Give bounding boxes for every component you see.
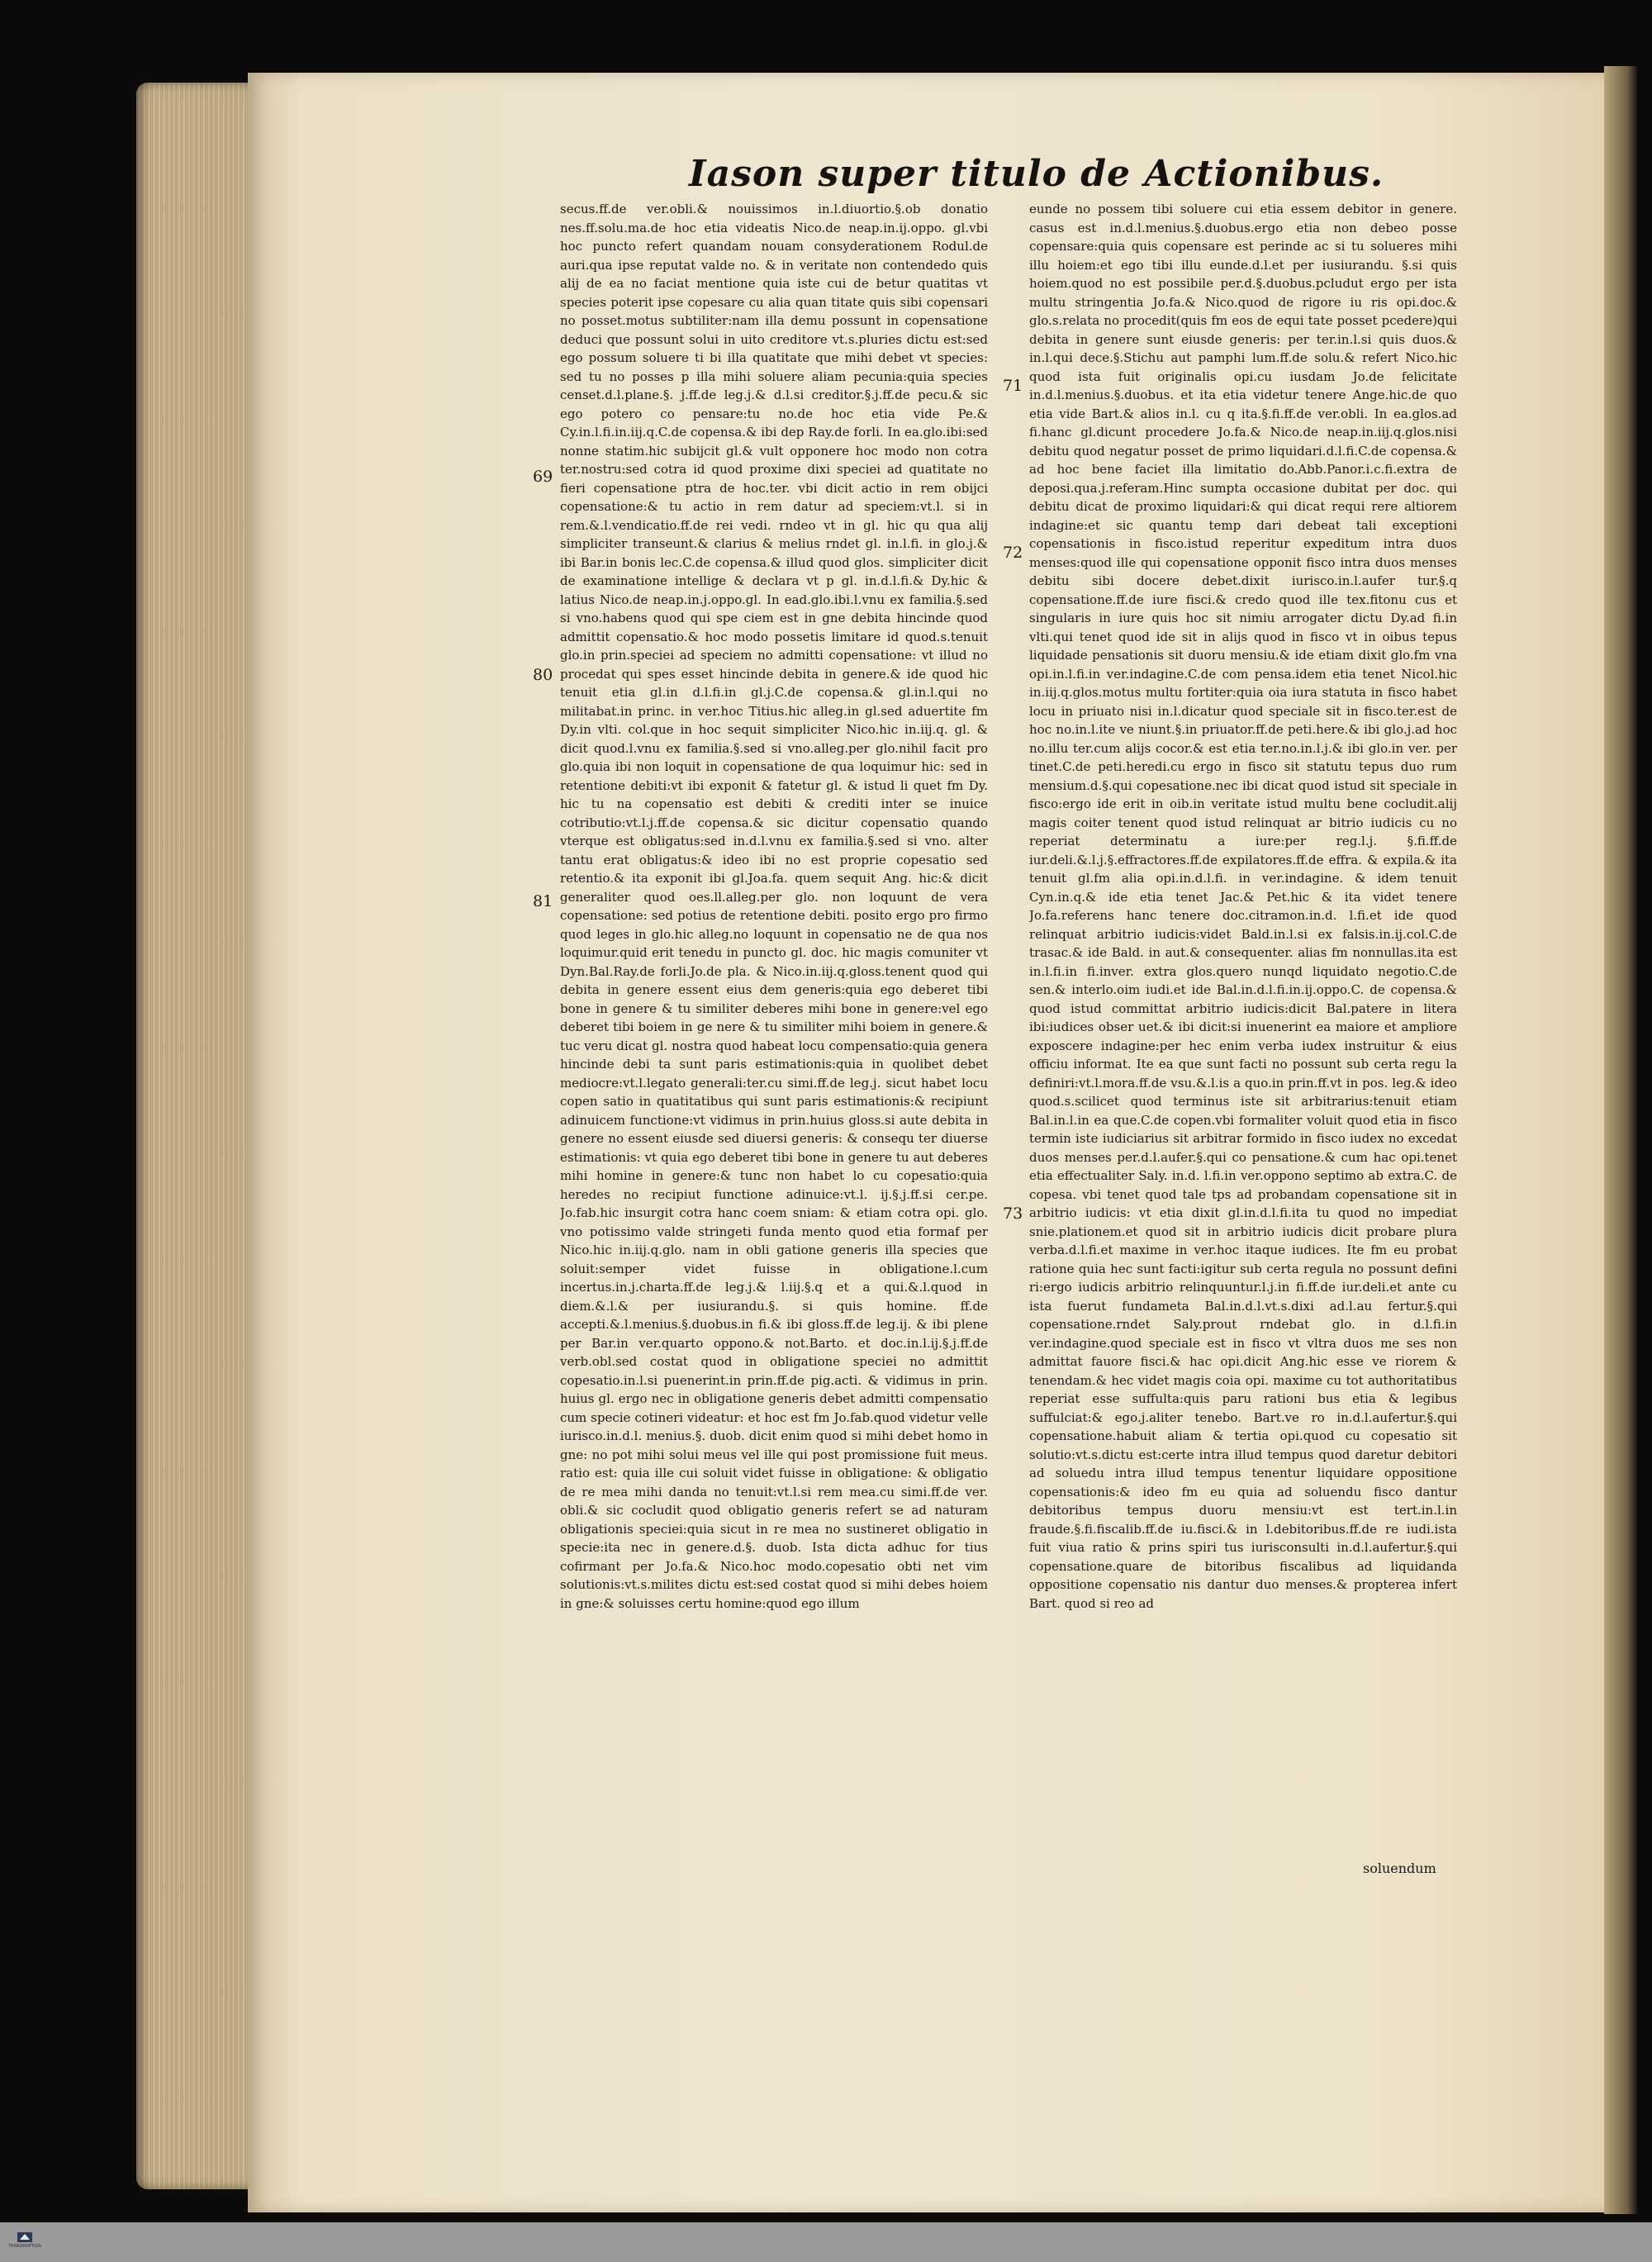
margin-number: 71 bbox=[1003, 377, 1023, 395]
catchword: soluendum bbox=[1363, 1860, 1436, 1876]
margin-number: 73 bbox=[1003, 1205, 1023, 1223]
running-head bbox=[677, 149, 1384, 198]
margin-number: 80 bbox=[533, 666, 553, 684]
library-logo bbox=[5, 2231, 45, 2259]
margin-number: 81 bbox=[533, 892, 553, 910]
facing-page-edge bbox=[1604, 66, 1637, 2214]
running-head-title: Iason super titulo de Actionibus. bbox=[689, 152, 1384, 195]
page-block-edge bbox=[136, 83, 260, 2189]
text-column-left: secus.ff.de ver.obli.& nouissimos in.l.diuortio.§.ob donatio nes.ff.solu.ma.de hoc etia videatis Nico.de neap.in.ij.oppo. gl.vbi hoc puncto refert quandam nouam consyderationem Rodul.de auri.qua ipse reputat valde no. & in veritate non contendedo quis alij de ea no faciat mentione quia iste cui de betur quatitas vt species poterit ipse copesare cu alia quan titate quis sibi copensari no posset.motus subtiliter:nam illa demu possunt in copensatione deduci que possunt solui in uito creditore vt.s.pluries dictu est:sed ego possum soluere ti bi illa quatitate que mihi debet vt species: sed tu no posses p illa mihi soluere aliam pecunia:quia species censet.d.l.plane.§. j.ff.de leg.j.& d.l.si creditor.§.j.ff.de pecu.& sic ego potero co pensare:tu no.de hoc etia vide Pe.& Cy.in.l.fi.in.iij.q.C.de copensa.& ibi dep Ray.de forli. In ea.glo.ibi:sed nonne statim.hic subijcit gl.& vult opponere hoc modo non cotra ter.nostru:sed cotra id quod proxime dixi speciei ad quatitate no fieri copensatione ptra de hoc.ter. vbi dicit actio in rem obijci copensatione:& tu actio in rem datur ad speciem:vt.l. si in rem.&.l.vendicatio.ff.de rei vedi. rndeo vt in gl. hic qu qua alij simpliciter transeunt.& clarius & melius rndet gl. in.l.fi. in glo.j.& ibi Bar.in bonis lec.C.de copensa.& illud quod glos. simpliciter dicit de examinatione intellige & declara vt p gl. in.d.l.fi.& Dy.hic & latius Nico.de neap.in.j.oppo.gl. In ead.glo.ibi.l.vnu ex familia.§.sed si vno.habens quod qui spe ciem est in gne debita hincinde quod admittit copensatio.& hoc modo possetis limitare id quod.s.tenuit glo.in prin.speciei ad speciem no admitti copensatione: vt illud no procedat qui spes esset hincinde debita in genere.& ide quod hic tenuit etia gl.in d.l.fi.in gl.j.C.de copensa.& gl.in.l.qui no militabat.in princ. in ver.hoc Titius.hic alleg.in gl.sed aduertite fm Dy.in vlti. col.que in hoc sequit simpliciter Nico.hic in.iij.q. gl. & dicit quod.l.vnu ex familia.§.sed si vno.alleg.per glo.nihil facit pro glo.quia ibi non loquit in copensatione de qua loquimur hic: sed in retentione debiti:vt ibi exponit & fatetur gl. & istud li quet fm Dy. hic tu na copensatio est debiti & crediti inter se inuice cotributio:vt.l.j.ff.de copensa.& sic dicitur copensatio quando vterque est obligatus:sed in.d.l.vnu ex familia.§.sed si vno. alter tantu erat obligatus:& ideo ibi no est proprie copesatio sed retentio.& ita exponit ibi gl.Joa.fa. quem sequit Ang. hic:& dicit generaliter quod oes.ll.alleg.per glo. non loquunt de vera copensatione: sed potius de retentione debiti. posito ergo pro firmo quod leges in glo.hic alleg.no loquunt in copensatio ne de qua nos loquimur.quid erit tenedu in puncto gl. doc. hic magis comuniter vt Dyn.Bal.Ray.de forli.Jo.de pla. & Nico.in.iij.q.gloss.tenent quod qui debita in genere essent eius dem generis:quia ego deberet tibi bone in genere & tu similiter deberes mihi bone in genere:vel ego deberet tibi boiem in ge nere & tu similiter mihi boiem in genere.& tuc veru dicat gl. nostra quod habeat locu compensatio:quia genera hincinde debi ta sunt paris estimationis:quia in quolibet debet mediocre:vt.l.legato generali:ter.cu simi.ff.de leg.j. sicut habet locu copen satio in quatitatibus qui sunt paris estimationis:& recipiunt adinuicem functione:vt vidimus in prin.huius gloss.si aute debita in genere no essent eiusde sed diuersi generis: & consequ ter diuerse estimationis: vt quia ego deberet tibi bone in genere tu aut deberes mihi homine in genere:& tunc non habet lo cu copesatio:quia heredes no recipiut functione adinuice:vt.l. ij.§.j.ff.si cer.pe. Jo.fab.hic insurgit cotra hanc coem sniam: & etiam cotra opi. glo. vno potissimo valde stringeti funda mento quod etia formaf per Nico.hic in.iij.q.glo. nam in obli gatione generis illa species que soluit:semper videt fuisse in obligatione.l.cum incertus.in.j.charta.ff.de leg.j.& l.iij.§.q et a qui.&.l.quod in diem.&.l.& per iusiurandu.§. si quis homine. ff.de accepti.&.l.menius.§.duobus.in fi.& ibi gloss.ff.de leg.ij. & ibi plene per Bar.in ver.quarto oppono.& not.Barto. et doc.in.l.ij.§.j.ff.de verb.obl.sed costat quod in obligatione speciei no admittit copesatio.in.l.si puenerint.in prin.ff.de pig.acti. & vidimus in prin. huius gl. ergo nec in obligatione generis debet admitti compensatio cum specie cotineri videatur: et hoc est fm Jo.fab.quod videtur velle iurisco.in.d.l. menius.§. duob. dicit enim quod si mihi debet homo in gne: no pot mihi solui meus vel ille qui post promissione fuit meus. ratio est: quia ille cui soluit videt fuisse in obligatione: & obligatio de re mea mihi danda no tenuit:vt.l.si rem mea.cu simi.ff.de ver. obli.& sic cocludit quod obligatio generis refert se ad naturam obligationis speciei:quia sicut in re mea no sustineret obligatio in specie:ita nec in genere.d.§. duob. Ista dicta adhuc for tius cofirmant per Jo.fa.& Nico.hoc modo.copesatio obti net vim solutionis:vt.s.milites dictu est:sed costat quod si mihi debes hoiem in gne:& soluisses certu homine:quod ego illum bbox=[560, 202, 988, 1611]
logo-text: TRANSKRIPTION bbox=[7, 2244, 42, 2249]
library-crest-icon bbox=[16, 2231, 34, 2244]
text-column-right: eunde no possem tibi soluere cui etia essem debitor in genere. casus est in.d.l.menius.§.duobus.ergo etia non debeo posse copensare:quia quis copensare est perinde ac si tu solueres mihi illu hoiem:et ego tibi illu eunde.d.l.et per iusiurandu. §.si quis hoiem.quod no est possibile per.d.§.duobus.pcludut ergo per ista multu stringentia Jo.fa.& Nico.quod de rigore iu ris opi.doc.& glo.s.relata no procedit(quis fm eos de equi tate posset pcedere)qui debita in genere sunt eiusde generis: per ter.in.l.si quis duos.& in.l.qui dece.§.Stichu aut pamphi lum.ff.de solu.& refert Nico.hic quod ista fuit originalis opi.cu iusdam Jo.de felicitate in.d.l.menius.§.duobus. et ita etia videtur tenere Ange.hic.de quo etia vide Bart.& alios in.l. cu q ita.§.fi.ff.de ver.obli. In ea.glos.ad fi.hanc gl.dicunt procedere Jo.fa.& Nico.de neap.in.iij.q.glos.nisi debitu quod negatur posset de primo liquidari.d.l.fi.C.de copensa.& ad hoc bene faciet illa limitatio do.Abb.Panor.i.c.fi.extra de deposi.qua.j.referam.Hinc sumpta occasione dubitat per doc. qui debitu dicat de proximo liquidari:& qui dicat requi rere altiorem indagine:et sic quantu temp dari debeat tali exceptioni copensationis in fisco.istud reperitur expeditum intra duos menses:quod ille qui copensatione opponit fisco intra duos menses debitu sibi docere debet.dixit iurisco.in.l.aufer tur.§.q copensatione.ff.de iure fisci.& credo quod ille tex.fitonu cus et singularis in iure quis hoc sit nimiu arrogater dictu Dy.ad fi.in vlti.qui tenet quod ide sit in alijs quod in fisco vt in oibus tepus liquidade pensationis sit duoru mensiu.& ide etiam dixit glo.fm vna opi.in.l.fi.in ver.indagine.C.de com pensa.idem etia tenet Nicol.hic in.iij.q.glos.motus multu fortiter:quia oia iura statuta in fisco habet locu in priuato nisi in.l.dicatur quod speciale sit in fisco.ter.est de hoc no.in.l.ite ve niunt.§.in priuator.ff.de peti.here.& ibi glo.j.ad hoc no.illu ter.cum alijs cocor.& est etia ter.no.in.l.j.& ibi glo.in ver. per tinet.C.de peti.heredi.cu ergo in fisco sit statutu tepus duo rum mensium.d.§.qui copesatione.nec ibi dicat quod istud sit speciale in fisco:ergo ide erit in oib.in veritate istud multu bene cocludit.alij magis coiter tenent quod istud relinquat ar bitrio iudicis cu no reperiat determinatu a iure:per reg.l.j. §.fi.ff.de iur.deli.&.l.j.§.effractores.ff.de expilatores.ff.de effra. & expila.& ita tenuit gl.fm alia opi.in.d.l.fi. in ver.indagine. & idem tenuit Cyn.in.q.& ide etia tenet Jac.& Pet.hic & ita videt tenere Jo.fa.referens hanc tenere doc.citramon.in.d. l.fi.et ide quod relinquat arbitrio iudicis:videt Bald.in.l.si ex falsis.in.ij.col.C.de trasac.& ide Bald. in aut.& consequenter. alias fm nonnullas.ita est in.l.fi.in fi.inver. extra glos.quero nunqd liquidato negotio.C.de sen.& interlo.oim iudi.et ide Bal.in.d.l.fi.in.ij.oppo.C. de copensa.& quod istud committat arbitrio iudicis:dicit Bal.patere in litera ibi:iudices obser uet.& ibi dicit:si inuenerint ea maiore et ampliore exposcere indagine:per hec enim verba iudex instruitur & eius officiu informat. Ite ea que sunt facti no possunt sub certa regu la definiri:vt.l.mora.ff.de vsu.&.l.is a quo.in prin.ff.vt in pos. leg.& ideo quod.s.scilicet quod terminus iste sit arbitrarius:tenuit etiam Bal.in.l.in ea que.C.de copen.vbi formaliter voluit quod etia in fisco termin iste iudiciarius sit arbitrar formido in fisco iudex no excedat duos menses per.d.l.aufer.§.qui co pensatione.& cum hac opi.tenet etia effectualiter Saly. in.d. l.fi.in ver.oppono septimo ab extra.C. de copesa. vbi tenet quod tale tps ad probandam copensatione sit in arbitrio iudicis: vt etia dixit gl.in.d.l.fi.ita tu quod no impediat snie.plationem.et quod sit in arbitrio iudicis dicit probare plura verba.d.l.fi.et maxime in ver.hoc itaque iudices. Ite fm eu probat ratione quia hec sunt facti:igitur sub certa regula no possunt defini ri:ergo iudicis arbitrio relinquuntur.l.j.in fi.ff.de iur.deli.et ante cu ista fuerut fundameta Bal.in.d.l.vt.s.dixi ad.l.au fertur.§.qui copensatione.rndet Saly.prout rndebat glo. in d.l.fi.in ver.indagine.quod speciale est in fisco vt vltra duos me ses non admittat fauore fisci.& hac opi.dicit Ang.hic esse ve riorem & tenendam.& hec videt magis coia opi. maxime cu tot authoritatibus reperiat esse suffulta:quis paru rationi bus etia & legibus suffulciat:& ego.j.aliter tenebo. Bart.ve ro in.d.l.aufertur.§.qui copensatione.habuit aliam & tertia opi.quod cu copesatio sit solutio:vt.s.dictu est:certe intra illud tempus quod daretur debitori ad soluedu intra illud tempus tenentur liquidare oppositione copensationis:& ideo fm eu quia ad soluendu fisco dantur debitoribus tempus duoru mensiu:vt est tert.in.l.in fraude.§.fi.fiscalib.ff.de iu.fisci.& in l.debitoribus.ff.de re iudi.ista fuit viua ratio & prins spiri tus iurisconsulti in.d.l.aufertur.§.qui copensatione.quare de bitoribus fiscalibus ad liquidanda oppositione copensatio nis dantur duo menses.& propterea infert Bart. quod si reo ad bbox=[1029, 202, 1457, 1611]
viewer-bottom-bar bbox=[0, 2222, 1652, 2262]
margin-number: 72 bbox=[1003, 544, 1023, 562]
margin-number: 69 bbox=[533, 468, 553, 486]
